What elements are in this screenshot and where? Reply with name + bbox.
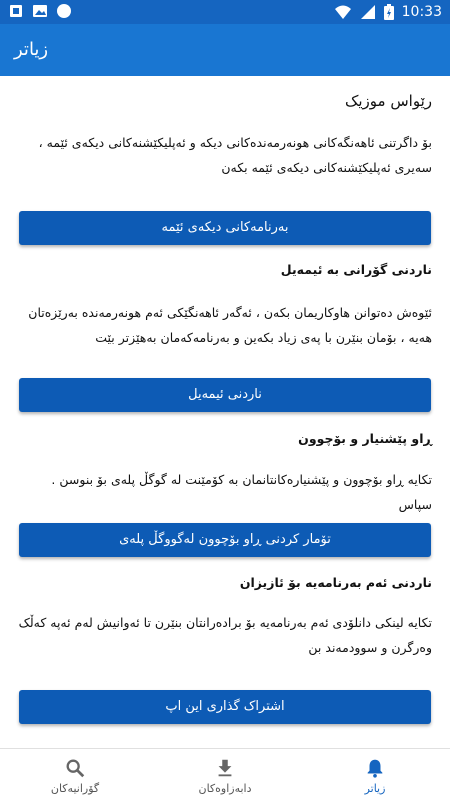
nav-more[interactable] bbox=[300, 749, 450, 801]
wifi-icon bbox=[334, 4, 352, 20]
our-apps-button[interactable]: بەرنامەکانی دیکەی ئێمە bbox=[19, 211, 431, 245]
bell-icon bbox=[364, 757, 386, 779]
image-icon bbox=[32, 3, 48, 19]
circle-icon bbox=[56, 3, 72, 19]
feedback-text: تکایە ڕاو بۆچوون و پێشنیارەکانتانمان بە کۆمێنت لە گوگڵ پلەی بۆ بنوسن . سپاس bbox=[51, 472, 432, 512]
nav-downloads[interactable] bbox=[150, 749, 300, 801]
nav-more-label: زیاتر bbox=[364, 782, 386, 795]
app-title: زیاتر bbox=[14, 39, 49, 60]
feedback-heading: ڕاو پێشنیار و بۆچوون bbox=[298, 431, 432, 446]
section-header: رێواس موزیک bbox=[344, 92, 432, 110]
app-bar bbox=[0, 24, 450, 76]
email-text: ئێوەش دەتوانن هاوکاریمان بکەن ، ئەگەر ئاهەنگێکی ئەم هونەرمەندە بەرێزەتان هەیە ، بۆمان بنێرن با پەی زیاد بکەین و بەرنامەکەمان بەهێزتر بێت bbox=[28, 305, 432, 345]
nav-songs-label: گۆرانیەکان bbox=[50, 782, 100, 795]
intro-text: بۆ داگرتنی ئاهەنگەکانی هونەرمەندەکانی دیکە و ئەپلیکێشنەکانی دیکەی ئێمە ، سەیری ئەپلیکێشنەکانی دیکەی ئێمە بکەن bbox=[38, 135, 432, 175]
content-area bbox=[0, 76, 450, 748]
download-icon bbox=[214, 757, 236, 779]
nav-songs[interactable] bbox=[0, 749, 150, 801]
signal-icon bbox=[360, 4, 376, 20]
share-app-button[interactable]: اشتراک گذاری این اپ bbox=[19, 690, 431, 724]
send-email-button[interactable]: ناردنی ئیمەیل bbox=[19, 378, 431, 412]
status-bar bbox=[0, 0, 450, 24]
bottom-navigation bbox=[0, 748, 450, 801]
share-text: تکایە لینکی دانلۆدی ئەم بەرنامەیە بۆ برادەرانتان بنێرن تا ئەوانیش لەم ئەپە کەڵک وەرگرن و سوودمەند بن bbox=[18, 615, 432, 655]
share-heading: ناردنی ئەم بەرنامەیە بۆ ئازیزان bbox=[239, 575, 432, 590]
rate-google-play-button[interactable]: تۆمار کردنی ڕاو بۆچوون لەگووگڵ پلەی bbox=[19, 523, 431, 557]
search-icon bbox=[64, 757, 86, 779]
battery-icon bbox=[384, 4, 394, 20]
email-heading: ناردنی گۆرانی بە ئیمەیل bbox=[280, 262, 432, 277]
notification-icon bbox=[8, 3, 24, 19]
status-time: 10:33 bbox=[401, 4, 442, 20]
nav-downloads-label: دابەزاوەکان bbox=[198, 782, 252, 795]
